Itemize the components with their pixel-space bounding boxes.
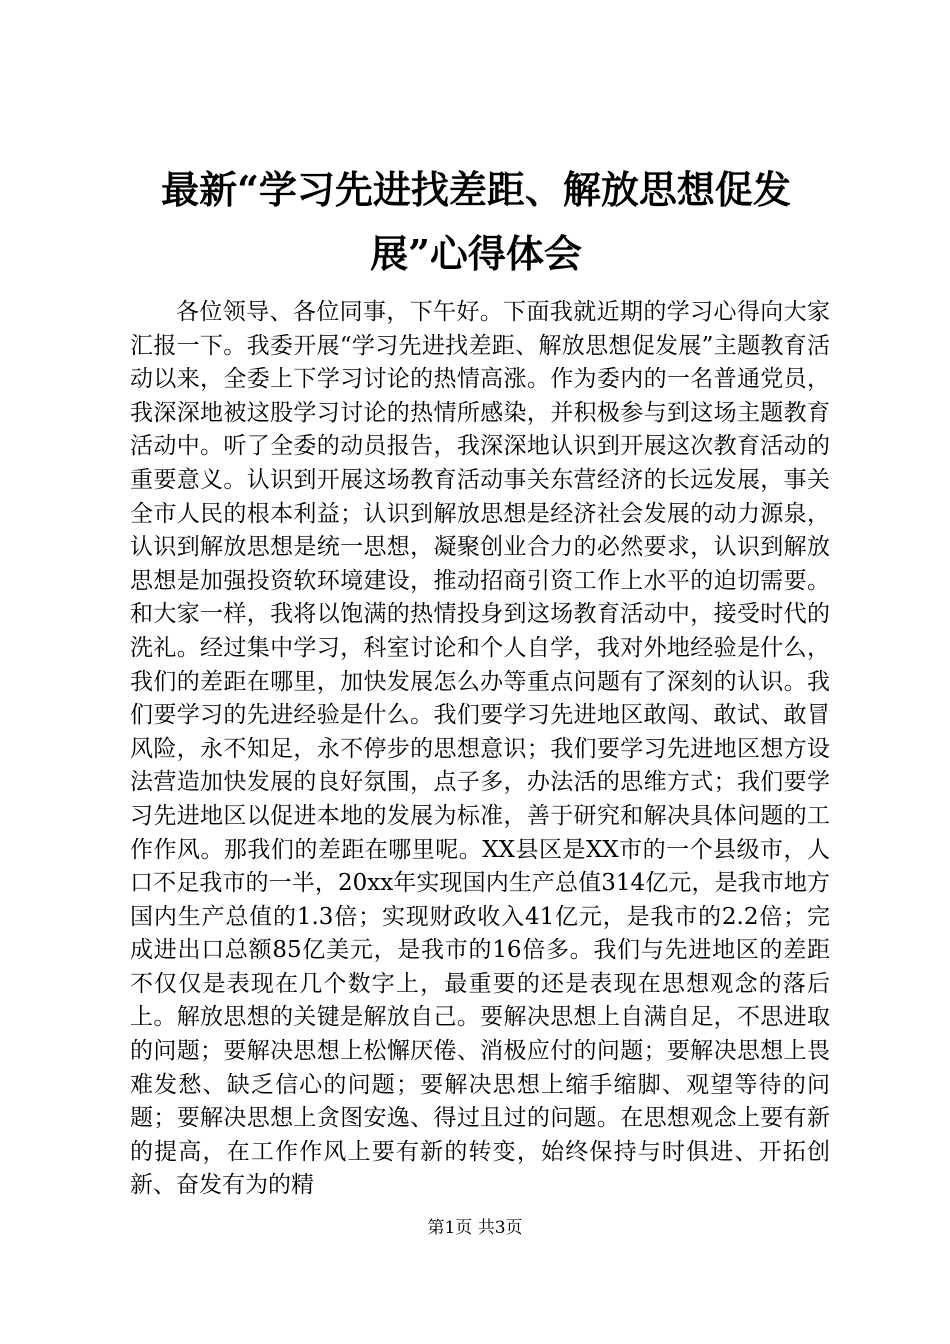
document-title: 最新“学习先进找差距、解放思想促发展”心得体会 — [161, 167, 791, 276]
document-body-paragraph: 各位领导、各位同事，下午好。下面我就近期的学习心得向大家汇报一下。我委开展“学习先进找差距、解放思想促发展”主题教育活动以来，全委上下学习讨论的热情高涨。作为委内的一名普通党员，我深深地被这股学习讨论的热情所感染，并积极参与到这场主题教育活动中。听了全委的动员报告，我深深地认识到开展这次教育活动的重要意义。认识到开展这场教育活动事关东营经济的长远发展，事关全市人民的根本利益；认识到解放思想是经济社会发展的动力源泉，认识到解放思想是统一思想，凝聚创业合力的必然要求，认识到解放思想是加强投资软环境建设，推动招商引资工作上水平的迫切需要。和大家一样，我将以饱满的热情投身到这场教育活动中，接受时代的洗礼。经过集中学习，科室讨论和个人自学，我对外地经验是什么，我们的差距在哪里，加快发展怎么办等重点问题有了深刻的认识。我们要学习的先进经验是什么。我们要学习先进地区敢闯、敢试、敢冒风险，永不知足，永不停步的思想意识；我们要学习先进地区想方设法营造加快发展的良好氛围，点子多，办法活的思维方式；我们要学习先进地区以促进本地的发展为标准，善于研究和解决具体问题的工作作风。那我们的差距在哪里呢。XX县区是XX市的一个县级市，人口不足我市的一半，20xx年实现国内生产总值314亿元，是我市地方国内生产总值的1.3倍；实现财政收入41亿元，是我市的2.2倍；完成进出口总额85亿美元，是我市的16倍多。我们与先进地区的差距不仅仅是表现在几个数字上，最重要的还是表现在思想观念的落后上。解放思想的关键是解放自己。要解决思想上自满自足，不思进取的问题；要解决思想上松懈厌倦、消极应付的问题；要解决思想上畏难发愁、缺乏信心的问题；要解决思想上缩手缩脚、观望等待的问题；要解决思想上贪图安逸、得过且过的问题。在思想观念上要有新的提高，在工作作风上要有新的转变，始终保持与时俱进、开拓创新、奋发有为的精 — [130, 299, 830, 1199]
page-number-footer: 第1页 共3页 — [427, 1218, 523, 1238]
